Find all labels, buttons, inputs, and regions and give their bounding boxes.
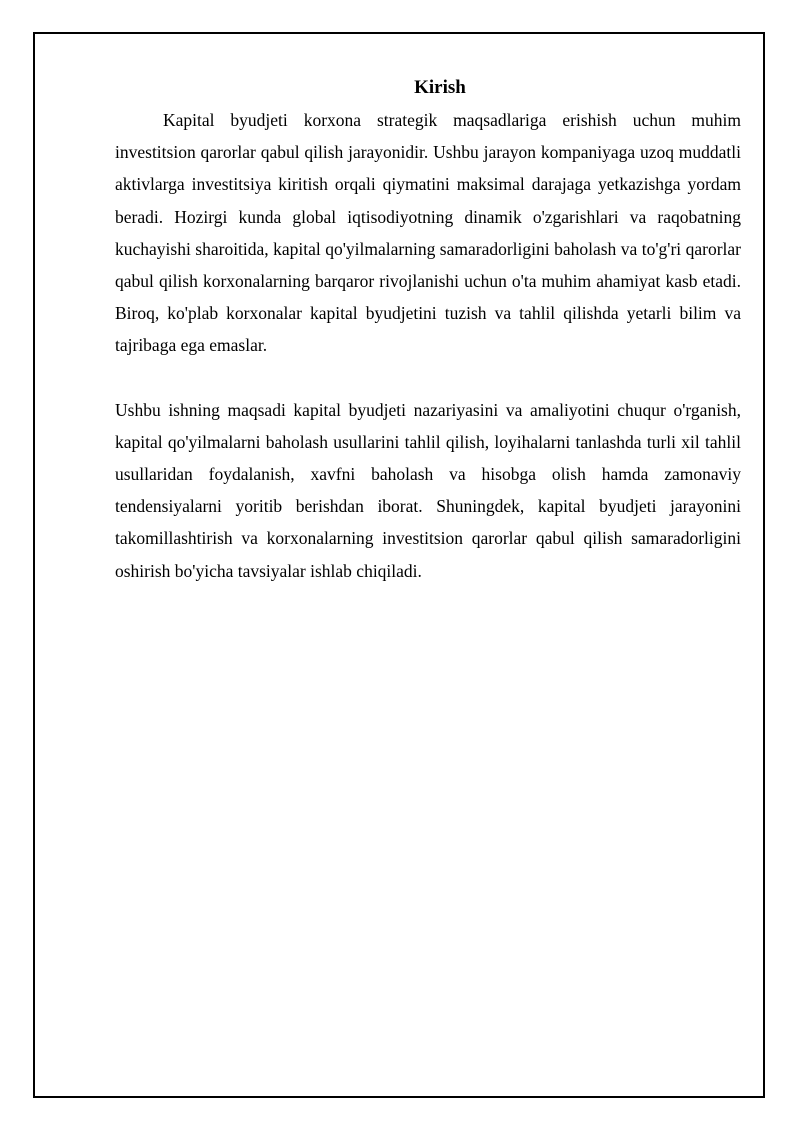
document-body — [115, 76, 741, 587]
section-title: Kirish — [414, 77, 466, 98]
paragraph-purpose: Ushbu ishning maqsadi kapital byudjeti nazariyasini va amaliyotini chuqur o'rganish, kapital qo'yilmalarni baholash usullarini tahlil qilish, loyihalarni tanlashda turli xil tahlil usullaridan foydalanish, xavfni baholash va hisobga olish hamda zamonaviy tendensiyalarni yoritib berishdan iborat. Shuningdek, kapital byudjeti jarayonini takomillashtirish va korxonalarning investitsion qarorlar qabul qilish samaradorligini oshirish bo'yicha tavsiyalar ishlab chiqiladi. — [115, 399, 741, 581]
paragraph-spacer — [115, 362, 741, 394]
paragraph-introduction: Kapital byudjeti korxona strategik maqsadlariga erishish uchun muhim investitsion qarorlar qabul qilish jarayonidir. Ushbu jarayon kompaniyaga uzoq muddatli aktivlarga investitsiya kiritish orqali qiymatini maksimal darajaga yetkazishga yordam beradi. Hozirgi kunda global iqtisodiyotning dinamik o'zgarishlari va raqobatning kuchayishi sharoitida, kapital qo'yilmalarning samaradorligini baholash va to'g'ri qarorlar qabul qilish korxonalarning barqaror rivojlanishi uchun o'ta muhim ahamiyat kasb etadi. Biroq, ko'plab korxonalar kapital byudjetini tuzish va tahlil qilishda yetarli bilim va tajribaga ega emaslar. — [115, 110, 741, 356]
